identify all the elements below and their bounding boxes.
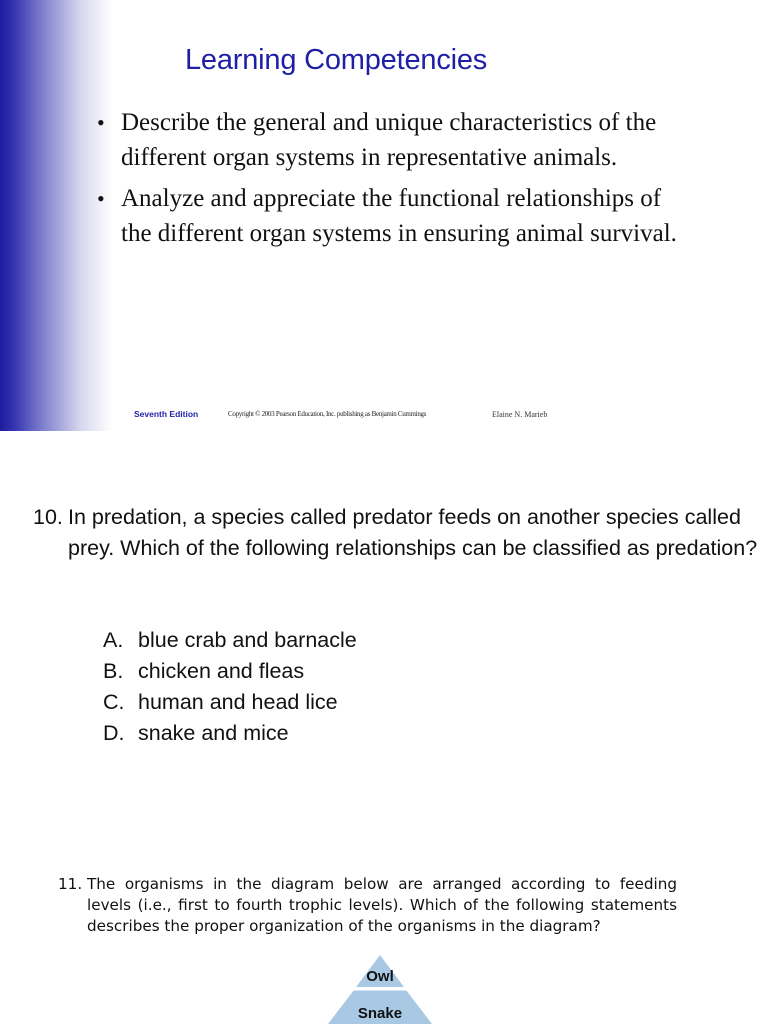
answer-option-b[interactable]	[103, 656, 357, 687]
bullet-icon: •	[97, 110, 105, 135]
option-text: snake and mice	[138, 721, 289, 745]
trophic-pyramid	[300, 955, 460, 1024]
option-letter: A.	[103, 628, 124, 652]
question-number: 10.	[33, 505, 63, 529]
competency-text: Describe the general and unique characteristics of the different organ systems in representative animals.	[121, 109, 657, 171]
option-letter: C.	[103, 690, 125, 714]
slide-footer	[134, 409, 694, 423]
footer-copyright: Copyright © 2003 Pearson Education, Inc. publishing as Benjamin Cummings	[228, 410, 427, 418]
slide-panel	[0, 0, 768, 431]
answer-option-c[interactable]	[103, 687, 357, 718]
answer-option-d[interactable]	[103, 718, 357, 749]
option-text: chicken and fleas	[138, 659, 305, 683]
question-text: In predation, a species called predator feeds on another species called prey. Which of the following relationships can be classified as predation?	[68, 505, 758, 560]
question-number: 11.	[58, 875, 83, 893]
question-text: The organisms in the diagram below are arranged according to feeding levels (i.e., first to fourth trophic levels). Which of the following statements describes the proper organization of the organisms in the diagram?	[87, 875, 677, 935]
option-text: blue crab and barnacle	[138, 628, 357, 652]
competency-item	[97, 182, 697, 251]
option-letter: B.	[103, 659, 124, 683]
competency-item	[97, 106, 697, 175]
footer-edition: Seventh Edition	[134, 409, 199, 419]
slide-title: Learning Competencies	[185, 44, 488, 76]
bullet-icon: •	[97, 186, 105, 211]
answer-options	[103, 625, 357, 749]
option-text: human and head lice	[138, 690, 338, 714]
option-letter: D.	[103, 721, 125, 745]
competency-text: Analyze and appreciate the functional relationships of the different organ systems in ensuring animal survival.	[121, 185, 677, 247]
footer-author: Elaine N. Marieb	[492, 410, 548, 419]
tier-label-owl: Owl	[366, 968, 394, 985]
competency-list	[97, 106, 697, 258]
answer-option-a[interactable]	[103, 625, 357, 656]
tier-label-snake: Snake	[357, 1005, 403, 1022]
